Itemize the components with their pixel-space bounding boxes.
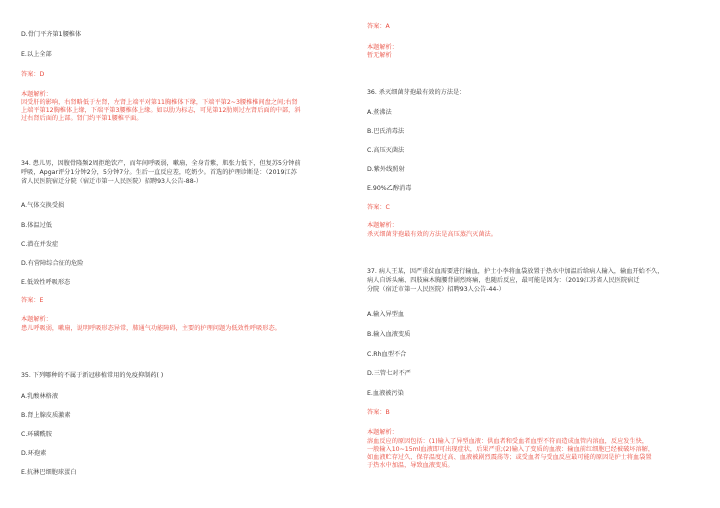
question-34-explanation-label: 本题解析： <box>21 316 52 323</box>
question-35-answer: 答案：A <box>367 23 390 30</box>
question-37-stem: 37. 病人王某，因严重贫血需要进行输血，护士小李将血袋放置于热水中加温后给病人输入，输血开始不久， <box>367 268 664 275</box>
question-36-option-c: C.高压灭菌法 <box>367 147 405 154</box>
question-37-explanation: 如血液贮存过久、保存温度过高、血液被剧烈震荡等；或受血者与受血反应最可能的原因是护士将血袋置 <box>367 454 652 461</box>
question-34-stem: 呼吸，Apgar评分1分钟2分，5分钟7分。生后一直反应差，吃奶少。首选的护理诊断是：（2019江苏 <box>21 169 297 176</box>
question-37-option-c: C.Rh血型不合 <box>367 351 407 358</box>
question-34-option-a: A.气体交换受损 <box>21 202 65 209</box>
question-37-option-b: B.输入血液变质 <box>367 331 411 338</box>
question-36-option-a: A.煮沸法 <box>367 109 392 116</box>
question-37-stem: 分院（宿迁市第一人民医院）招聘93人公告-44-） <box>367 286 505 293</box>
question-37-explanation-label: 本题解析： <box>367 429 398 436</box>
option-e: E.以上全部 <box>21 51 52 58</box>
question-36-explanation-label: 本题解析： <box>367 222 398 229</box>
answer-label: 答案：D <box>21 71 45 78</box>
question-34-option-e: E.低效性呼吸形态 <box>21 279 71 286</box>
question-35-explanation-label: 本题解析： <box>367 44 398 51</box>
question-37-stem: 病人自诉头痛、四肢麻木胸腰背剧烈疼痛，也随后反应，最可能是因为：（2019江苏省人民医院宿迁 <box>367 277 640 284</box>
question-34-stem: 省人民医院宿迁分院（宿迁市第一人民医院）招聘93人公告-88-） <box>21 178 203 185</box>
question-34-option-b: B.体温过低 <box>21 222 52 229</box>
explanation-label: 本题解析： <box>21 91 52 98</box>
question-35-explanation: 暂无解析 <box>367 52 392 59</box>
explanation-line: 因受肝的影响，右肾略低于左肾，左肾上端平对第11胸椎体下缘，下端平第2~3腰椎椎间盘之间;右肾 <box>21 99 298 106</box>
right-column <box>356 0 720 508</box>
question-36-option-b: B.巴氏消毒法 <box>367 128 405 135</box>
question-37-option-a: A.输入异型血 <box>367 311 405 318</box>
question-36-option-e: E.90%乙醇消毒 <box>367 185 412 192</box>
question-36-stem: 36. 杀灭细菌芽孢最有效的方法是： <box>367 89 466 96</box>
question-35-option-d: D.环孢素 <box>21 450 47 457</box>
question-36-explanation: 杀灭细菌芽孢最有效的方法是高压蒸汽灭菌法。 <box>367 231 497 238</box>
question-35-stem: 35. 下列哪种的不属于新冠移植常用的免疫抑制药( ) <box>21 372 164 379</box>
question-35-option-e: E.抗淋巴细胞球蛋白 <box>21 469 77 476</box>
question-36-answer: 答案：C <box>367 204 390 211</box>
question-34-stem: 34. 患儿男，因腹骨隆频2周拒绝饮产，而年间呼吸弱，嗽扇，全身青紫，肌张力低下，但复苏5分钟前 <box>21 160 301 167</box>
question-37-explanation: 一般输入10~15ml血液即可出现症状，后果严重;(2)输入了变质的血液：输血前红细胞已经被破坏溶解， <box>367 446 655 453</box>
question-34-option-d: D.有营障综合征的危险 <box>21 260 84 267</box>
question-34-explanation: 患儿呼吸弱，嗽扇，说明呼吸形态异常，肺通气功能障碍，主要的护理问题为低效性呼吸形态。 <box>21 325 281 332</box>
question-34-answer: 答案：E <box>21 297 44 304</box>
explanation-line: 上端平第12胸椎体上缘，下端平第3腰椎体上缘。如以肋为标志，可见第12肋则过左肾后面的中部，斜 <box>21 107 301 114</box>
question-37-answer: 答案：B <box>367 409 390 416</box>
left-column <box>0 0 356 508</box>
question-37-option-e: E.血液被污染 <box>367 390 404 397</box>
question-37-explanation: 溶血反应的原因包括：(1)输入了异型血液：供血者和受血者血型不符而造成血管内溶血，反应发生快， <box>367 438 649 445</box>
question-35-option-a: A.乳酸林格液 <box>21 393 59 400</box>
explanation-line: 过右肾后面的上部。肾门约平第1腰椎平面。 <box>21 115 143 122</box>
option-d: D.骨门平齐第1腰椎体 <box>21 31 82 38</box>
question-35-option-c: C.环磷酰胺 <box>21 431 53 438</box>
question-36-option-d: D.紫外线照射 <box>367 166 405 173</box>
question-35-option-b: B.肾上腺皮质激素 <box>21 412 71 419</box>
question-37-explanation: 于热水中加温，导致血液变质。 <box>367 462 454 469</box>
question-34-option-c: C.潜在并发症 <box>21 241 59 248</box>
question-37-option-d: D.三管七对不严 <box>367 370 411 377</box>
